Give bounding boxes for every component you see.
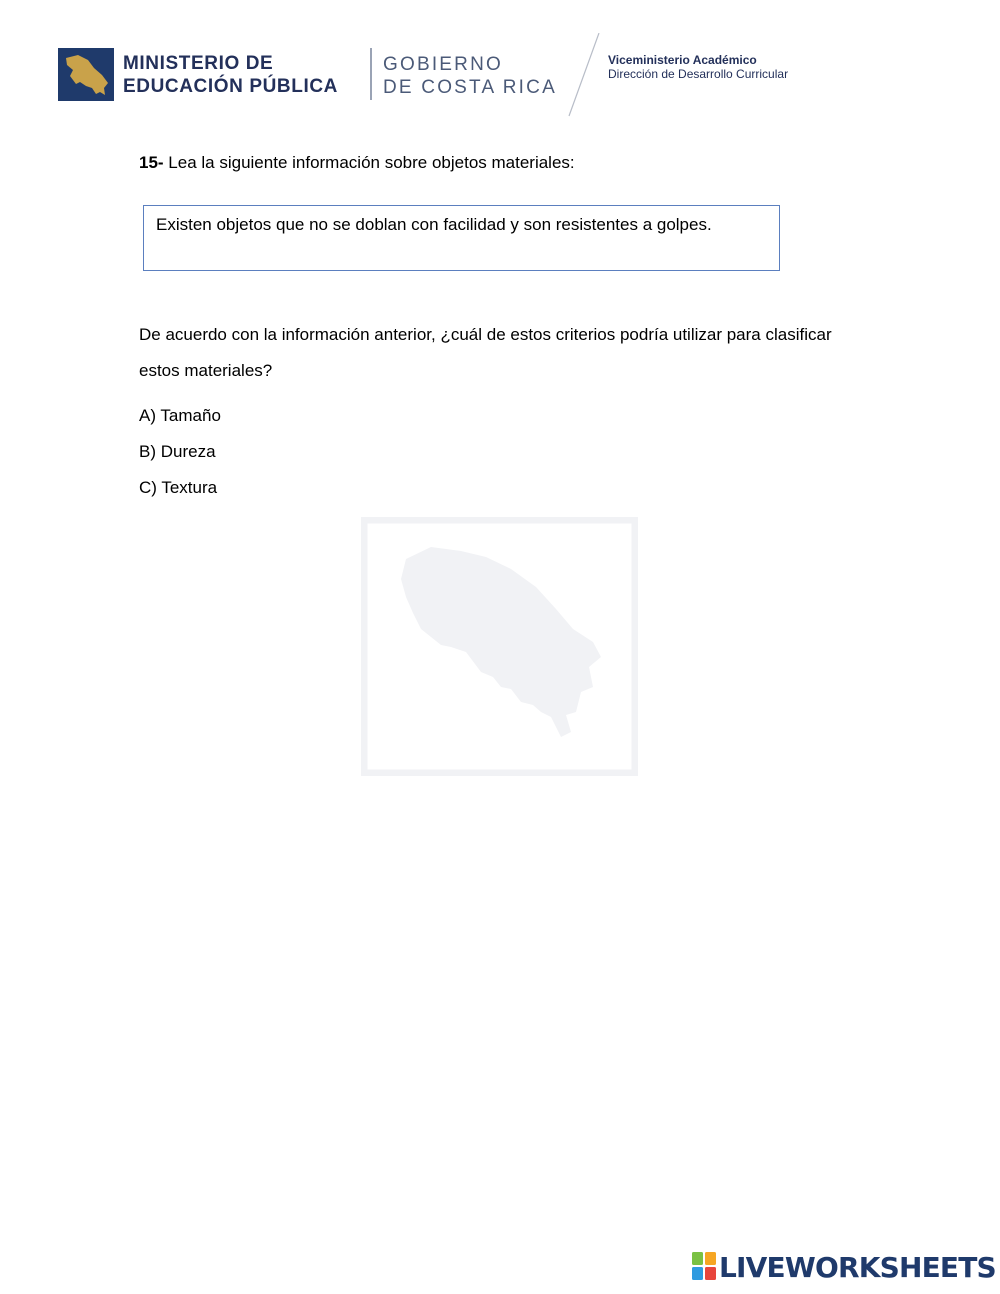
mep-logo xyxy=(58,48,114,101)
costa-rica-map-icon xyxy=(58,48,114,101)
government-line-2: DE COSTA RICA xyxy=(383,77,557,98)
vice-ministry-title: Viceministerio Académico xyxy=(608,53,757,67)
government-line-1: GOBIERNO xyxy=(383,54,504,75)
option-a[interactable]: A) Tamaño xyxy=(139,406,221,425)
ministry-line-2: EDUCACIÓN PÚBLICA xyxy=(123,76,338,97)
page-header xyxy=(0,0,1000,130)
logo-divider xyxy=(370,48,372,100)
question-intro: Lea la siguiente información sobre objetos materiales: xyxy=(163,153,575,172)
liveworksheets-logo-icon xyxy=(692,1252,717,1281)
ministry-line-1: MINISTERIO DE xyxy=(123,53,274,74)
vice-ministry xyxy=(608,53,788,81)
option-b[interactable]: B) Dureza xyxy=(139,442,216,461)
liveworksheets-brand: LIVEWORKSHEETS xyxy=(719,1251,996,1284)
diagonal-divider xyxy=(565,33,605,118)
government-name xyxy=(383,53,557,99)
question-number: 15- xyxy=(139,153,164,172)
question-prompt: De acuerdo con la información anterior, ¿cuál de estos criterios podría utilizar para clasificar estos materiales? xyxy=(139,325,832,380)
question-title xyxy=(139,153,575,173)
info-box xyxy=(143,205,780,271)
ministry-name xyxy=(123,52,338,98)
costa-rica-watermark-icon xyxy=(361,517,638,776)
option-c[interactable]: C) Textura xyxy=(139,478,218,497)
vice-ministry-subtitle: Dirección de Desarrollo Curricular xyxy=(608,67,789,81)
info-text: Existen objetos que no se doblan con facilidad y son resistentes a golpes. xyxy=(156,215,712,234)
